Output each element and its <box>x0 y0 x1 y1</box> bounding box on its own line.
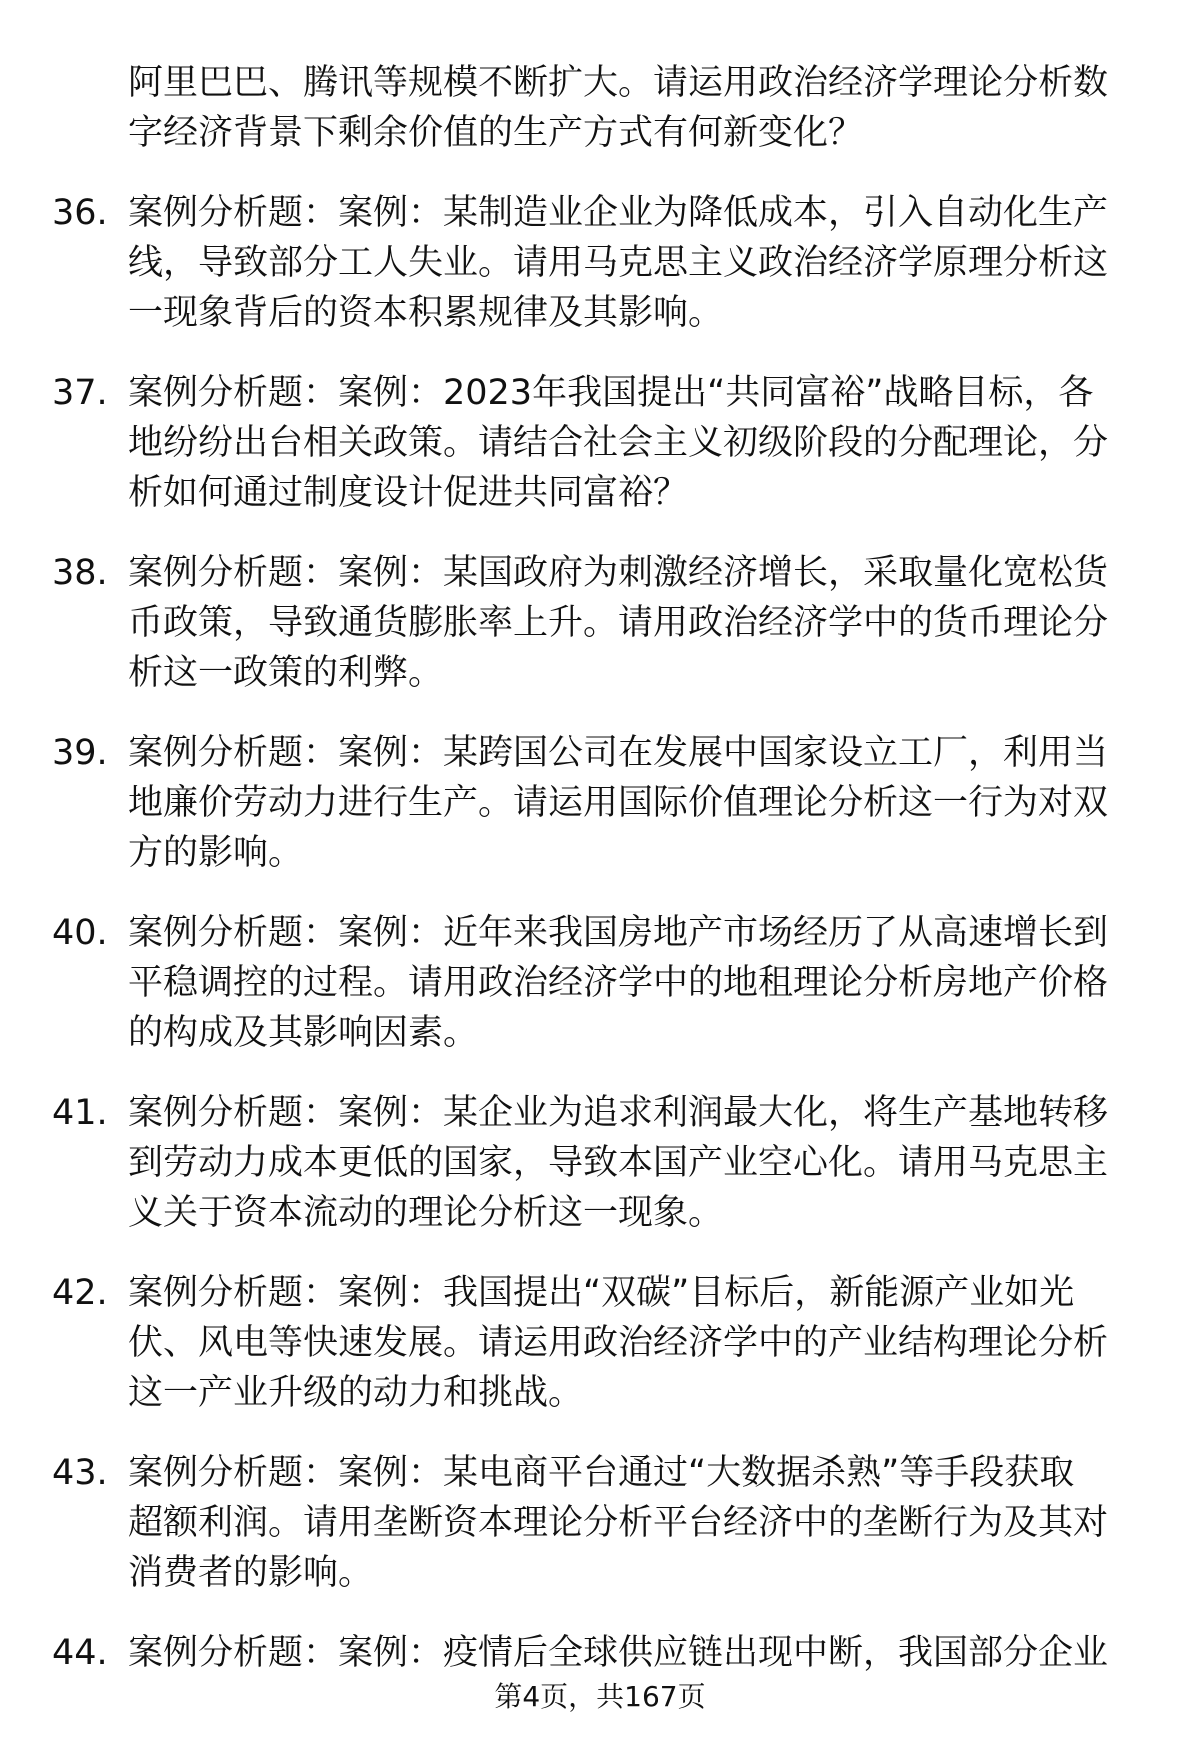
text-line: 字经济背景下剩余价值的生产方式有何新变化？ <box>128 113 864 153</box>
question-item <box>0 1448 1200 1598</box>
question-number: 36. <box>52 193 108 233</box>
text-line: 案例分析题：案例：2023年我国提出“共同富裕”战略目标，各 <box>128 373 1094 413</box>
text-line: 案例分析题：案例：疫情后全球供应链出现中断，我国部分企业 <box>128 1633 1109 1673</box>
question-number: 37. <box>52 373 108 413</box>
text-line: 线，导致部分工人失业。请用马克思主义政治经济学原理分析这 <box>128 243 1109 283</box>
question-item <box>0 368 1200 518</box>
page-content <box>0 58 1200 1708</box>
text-line: 到劳动力成本更低的国家，导致本国产业空心化。请用马克思主 <box>128 1143 1109 1183</box>
question-item <box>0 1628 1200 1678</box>
question-item <box>0 548 1200 698</box>
question-number: 42. <box>52 1273 108 1313</box>
text-line: 案例分析题：案例：近年来我国房地产市场经历了从高速增长到 <box>128 913 1109 953</box>
text-line: 的构成及其影响因素。 <box>128 1013 479 1053</box>
text-line: 案例分析题：案例：某跨国公司在发展中国家设立工厂，利用当 <box>128 733 1109 773</box>
text-line: 方的影响。 <box>128 833 304 873</box>
text-line: 案例分析题：案例：我国提出“双碳”目标后，新能源产业如光 <box>128 1273 1075 1313</box>
text-line: 平稳调控的过程。请用政治经济学中的地租理论分析房地产价格 <box>128 963 1109 1003</box>
page-number: 第4页，共167页 <box>494 1680 706 1713</box>
text-line: 地廉价劳动力进行生产。请运用国际价值理论分析这一行为对双 <box>128 783 1109 823</box>
text-line: 伏、风电等快速发展。请运用政治经济学中的产业结构理论分析 <box>128 1323 1109 1363</box>
text-line: 超额利润。请用垄断资本理论分析平台经济中的垄断行为及其对 <box>128 1503 1109 1543</box>
text-line: 消费者的影响。 <box>128 1553 374 1593</box>
question-item <box>0 1268 1200 1418</box>
text-line: 币政策，导致通货膨胀率上升。请用政治经济学中的货币理论分 <box>128 603 1109 643</box>
question-number: 43. <box>52 1453 108 1493</box>
question-number: 38. <box>52 553 108 593</box>
text-line: 这一产业升级的动力和挑战。 <box>128 1373 584 1413</box>
text-line: 案例分析题：案例：某国政府为刺激经济增长，采取量化宽松货 <box>128 553 1109 593</box>
question-number: 40. <box>52 913 108 953</box>
question-item <box>0 908 1200 1058</box>
question-item <box>0 1088 1200 1238</box>
question-item <box>0 728 1200 878</box>
text-line: 阿里巴巴、腾讯等规模不断扩大。请运用政治经济学理论分析数 <box>128 63 1109 103</box>
question-continuation <box>0 58 1200 158</box>
question-number: 41. <box>52 1093 108 1133</box>
question-number: 39. <box>52 733 108 773</box>
text-line: 地纷纷出台相关政策。请结合社会主义初级阶段的分配理论，分 <box>128 423 1109 463</box>
text-line: 案例分析题：案例：某电商平台通过“大数据杀熟”等手段获取 <box>128 1453 1075 1493</box>
text-line: 析这一政策的利弊。 <box>128 653 444 693</box>
question-item <box>0 188 1200 338</box>
text-line: 一现象背后的资本积累规律及其影响。 <box>128 293 724 333</box>
text-line: 案例分析题：案例：某企业为追求利润最大化，将生产基地转移 <box>128 1093 1109 1133</box>
text-line: 义关于资本流动的理论分析这一现象。 <box>128 1193 724 1233</box>
question-number: 44. <box>52 1633 108 1673</box>
text-line: 案例分析题：案例：某制造业企业为降低成本，引入自动化生产 <box>128 193 1109 233</box>
text-line: 析如何通过制度设计促进共同富裕？ <box>128 473 689 513</box>
